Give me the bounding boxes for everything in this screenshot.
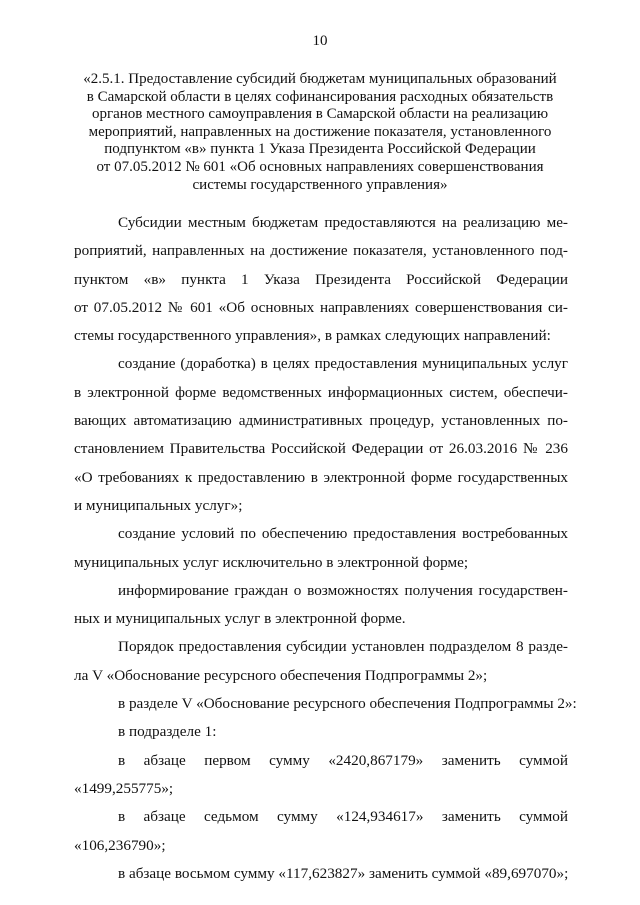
heading-line: от 07.05.2012 № 601 «Об основных направлениях совершенствования — [96, 158, 544, 175]
body-line: «106,236790»; — [74, 836, 166, 854]
body-line: «О требованиях к предоставлению в электронной форме государственных — [74, 468, 568, 486]
body-line: от 07.05.2012 № 601 «Об основных направлениях совершенствования си- — [74, 298, 568, 316]
heading-line: «2.5.1. Предоставление субсидий бюджетам муниципальных образований — [83, 71, 557, 87]
body-line: в абзаце восьмом сумму «117,623827» заменить суммой «89,697070»; — [118, 864, 569, 882]
body-line: ных и муниципальных услуг в электронной форме. — [74, 610, 406, 628]
heading-line: системы государственного управления» — [192, 176, 448, 193]
body-line: в электронной форме ведомственных информационных систем, обеспечи- — [74, 383, 568, 401]
body-line: создание условий по обеспечению предоставления востребованных — [118, 525, 568, 543]
body-line: становлением Правительства Российской Федерации от 26.03.2016 № 236 — [74, 440, 568, 458]
body-line: в подразделе 1: — [118, 723, 217, 741]
body-line: Порядок предоставления субсидии установлен подразделом 8 разде- — [118, 638, 568, 656]
section-heading — [60, 71, 580, 194]
heading-line: в Самарской области в целях софинансирования расходных обязательств — [86, 88, 554, 105]
heading-line: подпунктом «в» пункта 1 Указа Президента Российской Федерации — [104, 141, 536, 158]
body-line: роприятий, направленных на достижение показателя, установленного под- — [74, 242, 568, 260]
body-line: информирование граждан о возможностях получения государствен- — [118, 581, 568, 599]
body-line: «1499,255775»; — [74, 779, 174, 797]
body-line: и муниципальных услуг»; — [74, 496, 243, 514]
heading-line: мероприятий, направленных на достижение показателя, установленного — [88, 123, 552, 140]
body-line: пунктом «в» пункта 1 Указа Президента Российской Федерации — [74, 270, 568, 288]
body-line: Субсидии местным бюджетам предоставляются на реализацию ме- — [118, 214, 568, 231]
heading-line: органов местного самоуправления в Самарской области на реализацию — [91, 106, 549, 123]
body-text — [74, 209, 577, 888]
body-line: в абзаце седьмом сумму «124,934617» заменить суммой — [118, 808, 568, 826]
body-line: вающих автоматизацию административных процедур, установленных по- — [74, 412, 568, 430]
page-number: 10 — [312, 33, 328, 49]
body-line: в абзаце первом сумму «2420,867179» заменить суммой — [118, 751, 568, 769]
body-line: в разделе V «Обоснование ресурсного обеспечения Подпрограммы 2»: — [118, 695, 577, 713]
body-line: создание (доработка) в целях предоставления муниципальных услуг — [118, 355, 568, 373]
body-line: ла V «Обоснование ресурсного обеспечения Подпрограммы 2»; — [74, 666, 488, 684]
body-line: стемы государственного управления», в рамках следующих направлений: — [74, 327, 551, 345]
body-line: муниципальных услуг исключительно в электронной форме; — [74, 553, 469, 571]
